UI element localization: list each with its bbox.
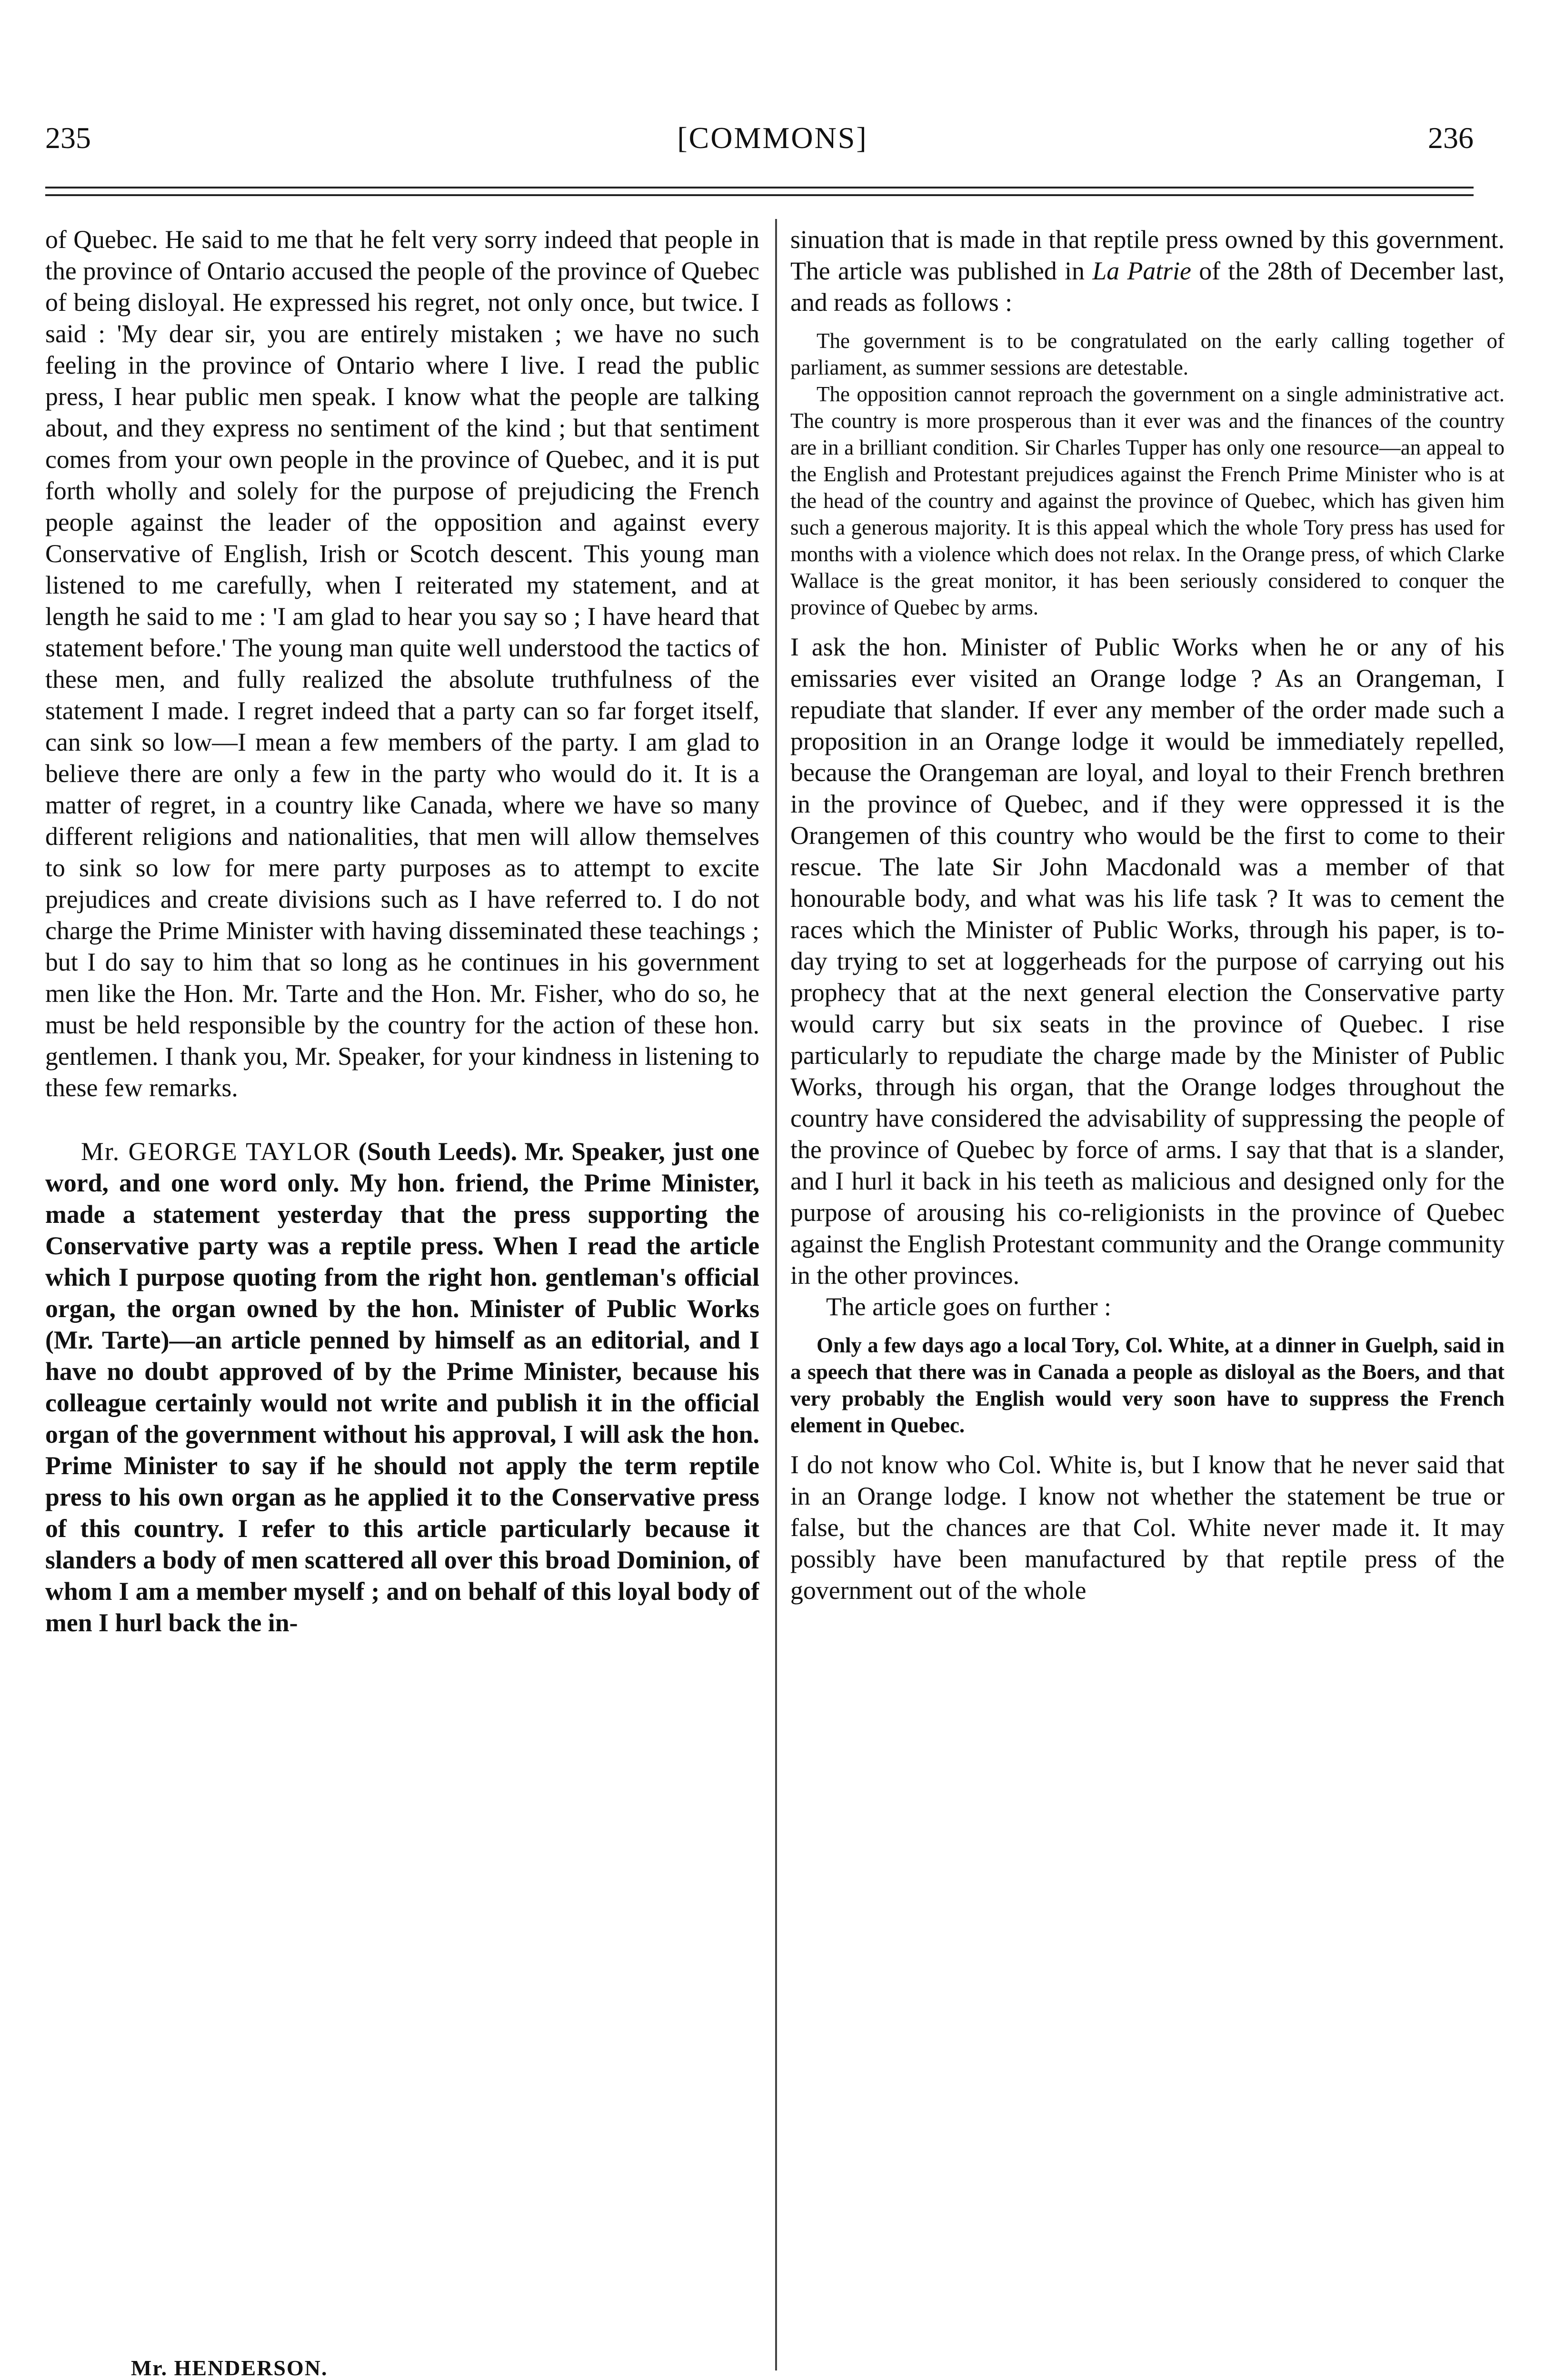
quotation-block-1 (790, 327, 1505, 621)
quotation-block-2 (790, 1332, 1505, 1438)
header-rule-bottom (45, 194, 1474, 196)
page-number-right: 236 (1428, 121, 1474, 155)
page-header (0, 0, 1545, 200)
speech-text: (South Leeds). Mr. Speaker, just one word, and one word only. My hon. friend, the Prime Minister, made a statement yesterday that the press supporting the Conservative party was a reptile press. When I read the article which I purpose quoting from the right hon. gentleman's official organ, the organ owned by the hon. Minister of Public Works (Mr. Tarte)—an article penned by himself as an editorial, and I have no doubt approved of by the Prime Minister, because his colleague certainly would not write and publish it in the official organ of the government without his approval, I will ask the hon. Prime Minister to say if he should not apply the term reptile press to his own organ as he applied it to the Conservative press of this country. I refer to this article particularly because it slanders a body of men scattered all over this broad Dominion, of whom I am a member myself ; and on behalf of this loyal body of men I hurl back the in- (45, 1137, 759, 1637)
right-paragraph-1-part-b: of the 28th of December last, and reads as follows : (790, 257, 1505, 317)
right-paragraph-3: The article goes on further : (826, 1292, 1111, 1321)
right-paragraph-1-part-a: sinuation that is made in that reptile press owned by this government. The article was published in (790, 225, 1505, 285)
right-column (790, 224, 1505, 2380)
newspaper-title: La Patrie (1092, 257, 1191, 285)
quotation-paragraph: Only a few days ago a local Tory, Col. White, at a dinner in Guelph, said in a speech that there was in Canada a people as disloyal as the Boers, and that very probably the English would very soon have to suppress the French element in Quebec. (790, 1333, 1505, 1437)
header-rule-top (45, 187, 1474, 188)
left-paragraph-2 (45, 1136, 759, 1638)
right-paragraph-2: I ask the hon. Minister of Public Works when he or any of his emissaries ever visited an Orange lodge ? As an Orangeman, I repudiate that slander. If ever any member of the order made such a proposition in an Orange lodge it would be immediately repelled, because the Orangeman are loyal, and loyal to their French brethren in the province of Quebec, and if they were oppressed it is the Orangemen of this country who would be the first to come to their rescue. The late Sir John Macdonald was a member of that honourable body, and what was his life task ? It was to cement the races which the Minister of Public Works, through his paper, is to-day trying to set at loggerheads for the purpose of carrying out his prophecy that at the next general election the Conservative party would carry but six seats in the province of Quebec. I rise particularly to repudiate the charge made by the Minister of Public Works, through his organ, that the Orange lodges throughout the country have considered the advisability of suppressing the people of the province of Quebec by force of arms. I say that that is a slander, and I hurl it back in his teeth as malicious and designed only for the purpose of arousing his co-religionists in the province of Quebec against the English Protestant community and the Orange community in the other provinces. (790, 633, 1505, 1289)
page-number-left: 235 (45, 121, 91, 155)
right-paragraph-1 (790, 224, 1505, 318)
section-title: [COMMONS] (677, 121, 868, 155)
quotation-paragraph: The government is to be congratulated on the early calling together of parliament, as summer sessions are detestable. (790, 329, 1505, 379)
speaker-name: Mr. GEORGE TAYLOR (81, 1137, 351, 1166)
column-divider (775, 219, 777, 2370)
left-column (45, 224, 759, 2380)
right-paragraph-4: I do not know who Col. White is, but I know that he never said that in an Orange lodge. I know not whether the statement be true or false, but the chances are that Col. White never made it. It may possibly have been manufactured by that reptile press of the government out of the whole (790, 1450, 1505, 1605)
quotation-paragraph: The opposition cannot reproach the government on a single administrative act. The country is more prosperous than it ever was and the finances of the country are in a brilliant condition. Sir Charles Tupper has only one resource—an appeal to the English and Protestant prejudices against the French Prime Minister who is at the head of the country and against the province of Quebec, which has given him such a generous majority. It is this appeal which the whole Tory press has used for months with a violence which does not relax. In the Orange press, of which Clarke Wallace is the great monitor, it has been seriously considered to conquer the province of Quebec by arms. (790, 382, 1505, 619)
footer-speaker-name: Mr. HENDERSON. (131, 2356, 328, 2380)
left-paragraph-1: of Quebec. He said to me that he felt very sorry indeed that people in the province of Ontario accused the people of the province of Quebec of being disloyal. He expressed his regret, not only once, but twice. I said : 'My dear sir, you are entirely mistaken ; we have no such feeling in the province of Ontario where I live. I read the public press, I hear public men speak. I know what the people are talking about, and they express no sentiment of the kind ; but that sentiment comes from your own people in the province of Quebec, and it is put forth wholly and solely for the purpose of prejudicing the French people against the leader of the opposition and against every Conservative of English, Irish or Scotch descent. This young man listened to me carefully, when I reiterated my statement, and at length he said to me : 'I am glad to hear you say so ; I have heard that statement before.' The young man quite well understood the tactics of these men, and fully realized the absolute truthfulness of the statement I made. I regret indeed that a party can so far forget itself, can sink so low—I mean a few members of the party. I am glad to believe there are only a few in the party who would do it. It is a matter of regret, in a country like Canada, where we have so many different religions and nationalities, that men will allow themselves to sink so low for mere party purposes as to attempt to excite prejudices and create divisions such as I have referred to. I do not charge the Prime Minister with having disseminated these teachings ; but I do say to him that so long as he continues in his government men like the Hon. Mr. Tarte and the Hon. Mr. Fisher, who do so, he must be held responsible by the country for the action of these hon. gentlemen. I thank you, Mr. Speaker, for your kindness in listening to these few remarks. (45, 225, 759, 1102)
